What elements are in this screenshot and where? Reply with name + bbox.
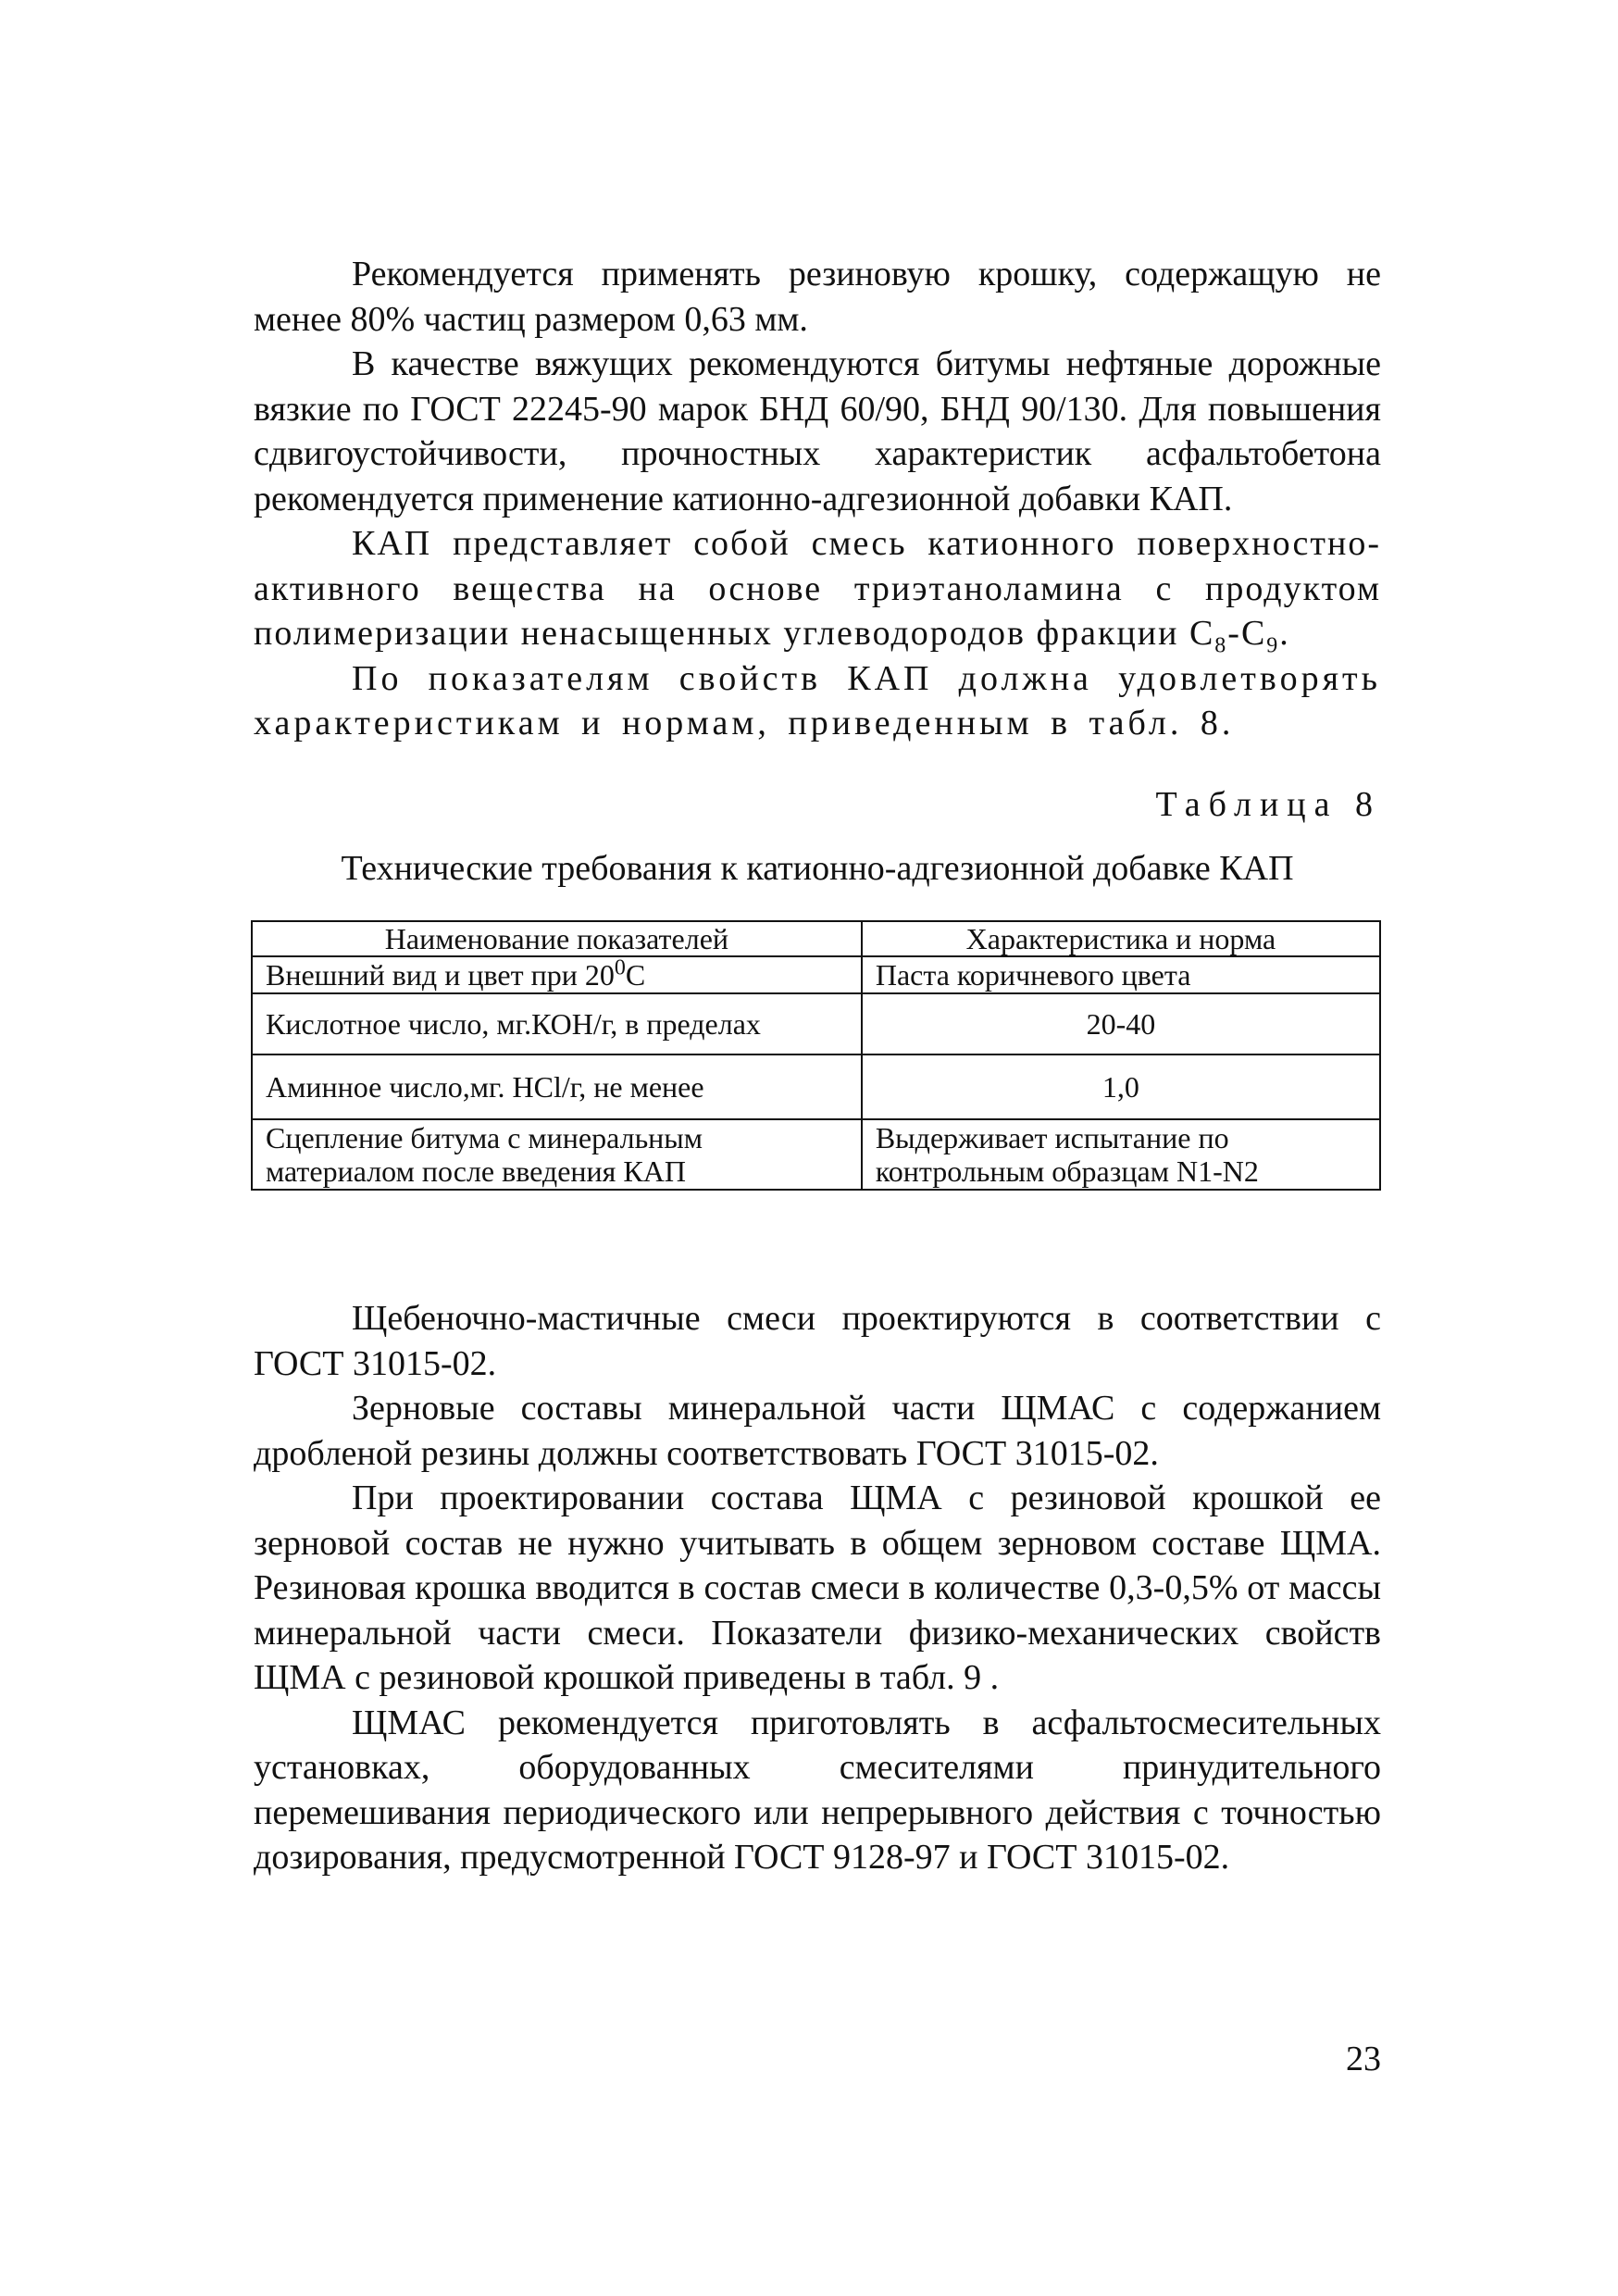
paragraph-sma-design: Щебеночно-мастичные смеси проектируются в соответствии с ГОСТ 31015-02. (254, 1299, 1381, 1383)
table-cell-name: Кислотное число, мг.КОН/г, в пределах (252, 993, 862, 1054)
table-cell-name (252, 956, 862, 993)
subscript-9: 9 (1266, 633, 1280, 658)
closing-text (254, 1296, 1381, 1880)
table-label: Таблица 8 (1155, 785, 1381, 824)
requirements-table (251, 920, 1381, 1191)
table-header-value: Характеристика и норма (862, 921, 1380, 956)
intro-text (254, 252, 1381, 746)
table-cell-value: Выдерживает испытание по контрольным образцам N1-N2 (862, 1119, 1380, 1190)
table-title: Технические требования к катионно-адгезионной добавке КАП (341, 849, 1294, 888)
table-header-name: Наименование показателей (252, 921, 862, 956)
paragraph-kap-composition (254, 521, 1381, 656)
table-cell-name: Сцепление битума с минеральным материалом после введения КАП (252, 1119, 862, 1190)
row-name-text: Внешний вид и цвет при 20 (266, 958, 615, 992)
table-header-row (252, 921, 1380, 956)
paragraph-design-rubber: При проектировании состава ЩМА с резиновой крошкой ее зерновой состав не нужно учитывать в общем зерновом составе ЩМА. Резиновая крошка вводится в состав смеси в количестве 0,3-0,5% от массы минеральной части смеси. Показатели физико-механических свойств ЩМА с резиновой крошкой приведены в табл. 9 . (254, 1479, 1381, 1697)
table-row (252, 993, 1380, 1054)
paragraph-grain-composition: Зерновые составы минеральной части ЩМАС с содержанием дробленой резины должны соответствовать ГОСТ 31015-02. (254, 1389, 1381, 1473)
superscript-degree: 0 (614, 955, 626, 980)
table-cell-value: 20-40 (862, 993, 1380, 1054)
paragraph-binders: В качестве вяжущих рекомендуются битумы нефтяные дорожные вязкие по ГОСТ 22245-90 марок БНД 60/90, БНД 90/130. Для повышения сдвигоустойчивости, прочностных характеристик асфальтобетона рекомендуется применение катионно-адгезионной добавки КАП. (254, 344, 1381, 518)
paragraph-rubber-crumb: Рекомендуется применять резиновую крошку, содержащую не менее 80% частиц размером 0,63 мм. (254, 255, 1381, 339)
page-number: 23 (1346, 2040, 1381, 2078)
kap-composition-text: КАП представляет собой смесь катионного поверхностно-активного вещества на основе триэтаноламина с продуктом полимеризации ненасыщенных углеводородов фракции С (254, 524, 1381, 653)
kap-end: . (1279, 614, 1290, 653)
row-name-end: С (625, 958, 646, 992)
table-row (252, 1119, 1380, 1190)
subscript-8: 8 (1214, 633, 1228, 658)
table-row (252, 956, 1380, 993)
table-cell-value: Паста коричневого цвета (862, 956, 1380, 993)
paragraph-preparation: ЩМАС рекомендуется приготовлять в асфальтосмесительных установках, оборудованных смесителями принудительного перемешивания периодического или непрерывного действия с точностью дозирования, предусмотренной ГОСТ 9128-97 и ГОСТ 31015-02. (254, 1703, 1381, 1877)
table-cell-name: Аминное число,мг. НСl/г, не менее (252, 1054, 862, 1119)
table-cell-value: 1,0 (862, 1054, 1380, 1119)
kap-dash: -С (1227, 614, 1267, 653)
paragraph-kap-properties: По показателям свойств КАП должна удовлетворять характеристикам и нормам, приведенным в табл. 8. (254, 658, 1381, 742)
table-row (252, 1054, 1380, 1119)
